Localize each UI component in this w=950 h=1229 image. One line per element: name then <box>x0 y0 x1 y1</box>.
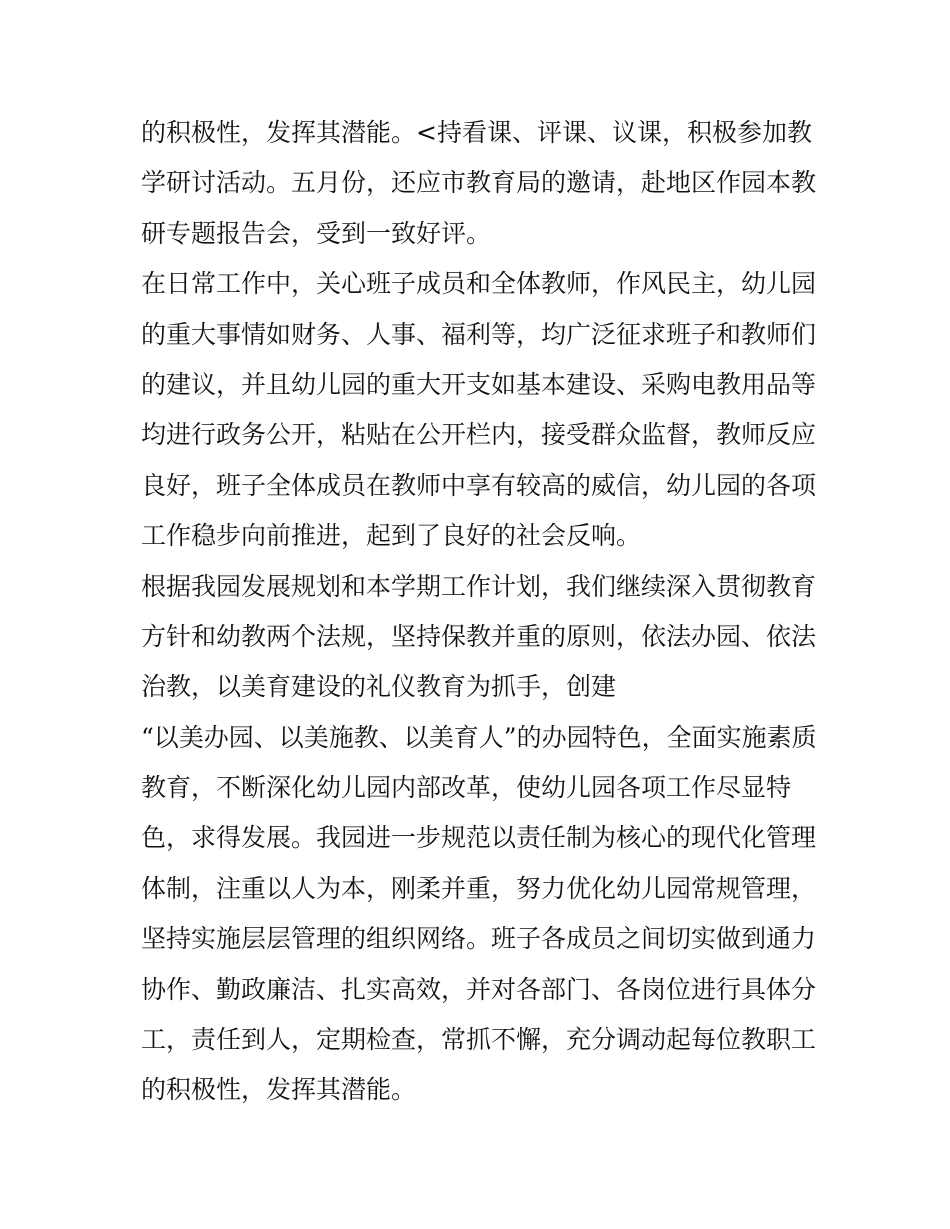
text-line: 研专题报告会，受到一致好评。 <box>141 218 492 248</box>
text-line: 在日常工作中，关心班子成员和全体教师，作风民主，幼儿园 <box>141 269 817 299</box>
text-line: 良好，班子全体成员在教师中享有较高的威信，幼儿园的各项 <box>141 470 817 500</box>
text-line: 体制，注重以人为本，刚柔并重，努力优化幼儿园常规管理， <box>141 873 817 903</box>
text-line: 教育，不断深化幼儿园内部改革，使幼儿园各项工作尽显特 <box>141 773 792 803</box>
document-body <box>141 108 821 1116</box>
text-line: 协作、勤政廉洁、扎实高效，并对各部门、各岗位进行具体分 <box>141 974 817 1004</box>
text-line: 工作稳步向前推进，起到了良好的社会反响。 <box>141 521 642 551</box>
text-line: 坚持实施层层管理的组织网络。班子各成员之间切实做到通力 <box>141 924 817 954</box>
text-line: 的积极性，发挥其潜能。 <box>141 1075 417 1105</box>
text-line: 色，求得发展。我园进一步规范以责任制为核心的现代化管理 <box>141 823 817 853</box>
text-line: 的积极性，发挥其潜能。<持看课、评课、议课，积极参加教 <box>141 118 812 147</box>
text-line: 的建议，并且幼儿园的重大开支如基本建设、采购电教用品等 <box>141 369 817 399</box>
text-line: 根据我园发展规划和本学期工作计划，我们继续深入贯彻教育 <box>141 571 817 601</box>
text-line: 的重大事情如财务、人事、福利等，均广泛征求班子和教师们 <box>141 319 817 349</box>
text-line: 治教，以美育建设的礼仪教育为抓手，创建 <box>141 672 617 702</box>
text-line: 学研讨活动。五月份，还应市教育局的邀请，赴地区作园本教 <box>141 168 817 198</box>
text-line: 方针和幼教两个法规，坚持保教并重的原则，依法办园、依法 <box>141 621 817 651</box>
text-line: “以美办园、以美施教、以美育人”的办园特色，全面实施素质 <box>141 722 817 752</box>
text-line: 工，责任到人，定期检查，常抓不懈，充分调动起每位教职工 <box>141 1025 817 1055</box>
text-line: 均进行政务公开，粘贴在公开栏内，接受群众监督，教师反应 <box>141 420 817 450</box>
